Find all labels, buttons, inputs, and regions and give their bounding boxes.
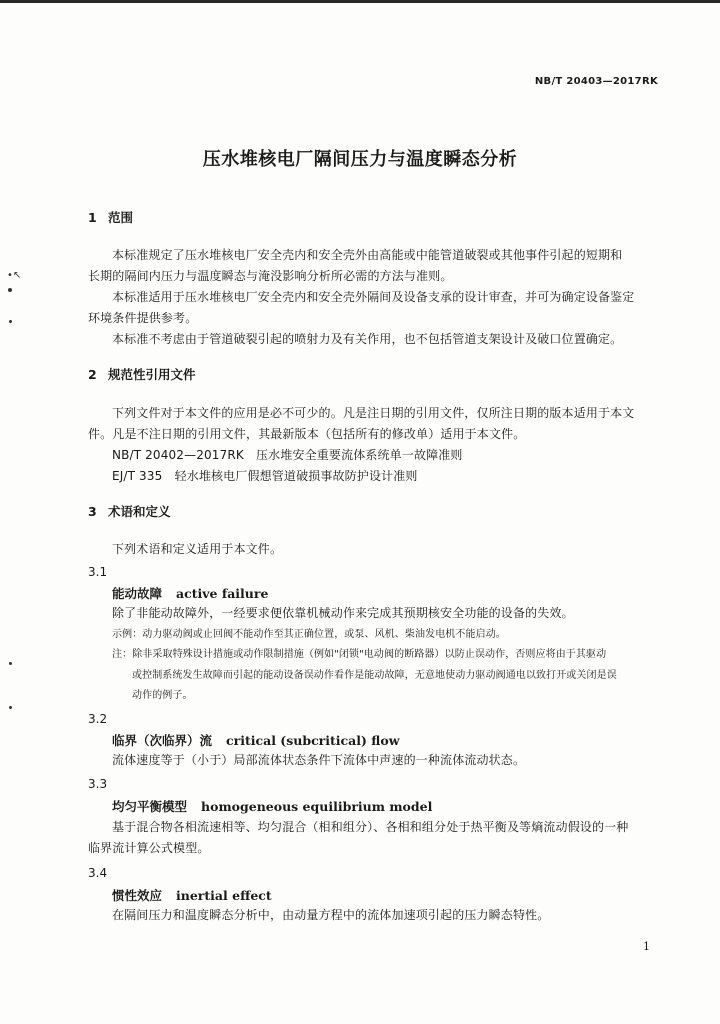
section-3-intro: 下列术语和定义适用于本文件。	[112, 542, 283, 556]
section-1-para-2-line-2: 环境条件提供参考。	[88, 311, 198, 325]
term-3-2-en: critical (subcritical) flow	[226, 733, 400, 748]
term-3-2-heading	[112, 731, 399, 749]
scan-mark-icon: •↖	[7, 270, 22, 281]
section-2-para-1-line-1: 下列文件对于本文件的应用是必不可少的。凡是注日期的引用文件，仅所注日期的版本适用于本文	[112, 406, 635, 420]
document-title: 压水堆核电厂隔间压力与温度瞬态分析	[202, 149, 518, 170]
reference-2: EJ/T 335 轻水堆核电厂假想管道破损事故防护设计准则	[112, 469, 418, 483]
section-1-heading	[88, 208, 133, 226]
section-2-number: 2	[88, 367, 97, 382]
section-1-para-1-line-2: 长期的隔间内压力与温度瞬态与淹没影响分析所必需的方法与准则。	[88, 269, 453, 283]
section-2-para-1-line-2: 件。凡是不注日期的引用文件，其最新版本（包括所有的修改单）适用于本文件。	[88, 427, 526, 441]
section-1-para-2-line-1: 本标准适用于压水堆核电厂安全壳内和安全壳外隔间及设备支承的设计审查，并可为确定设备鉴定	[112, 290, 635, 304]
term-3-1-note-line-3: 动作的例子。	[132, 690, 193, 701]
term-3-4-number: 3.4	[88, 866, 108, 880]
term-3-1-number: 3.1	[88, 565, 108, 579]
term-3-4-en: inertial effect	[176, 888, 272, 903]
section-2-heading	[88, 365, 196, 383]
standard-code-header: NB/T 20403—2017RK	[534, 76, 658, 87]
section-3-heading	[88, 502, 171, 520]
term-3-3-number: 3.3	[88, 777, 108, 791]
term-3-2-definition: 流体速度等于（小于）局部流体状态条件下流体中声速的一种流体流动状态。	[112, 753, 526, 767]
section-3-title: 术语和定义	[108, 504, 171, 519]
section-2-title: 规范性引用文件	[108, 367, 196, 382]
reference-1: NB/T 20402—2017RK 压水堆安全重要流体系统单一故障准则	[112, 448, 463, 462]
section-1-para-3: 本标准不考虑由于管道破裂引起的喷射力及有关作用，也不包括管道支架设计及破口位置确定。	[112, 332, 623, 346]
term-3-4-definition: 在隔间压力和温度瞬态分析中，由动量方程中的流体加速项引起的压力瞬态特性。	[112, 908, 550, 922]
term-3-1-heading	[112, 584, 268, 602]
term-3-2-number: 3.2	[88, 712, 108, 726]
term-3-2-cn: 临界（次临界）流	[112, 733, 213, 748]
section-1-number: 1	[88, 210, 97, 225]
term-3-3-cn: 均匀平衡模型	[112, 799, 188, 814]
scan-dot-icon	[9, 662, 12, 665]
term-3-3-definition-line-2: 临界流计算公式模型。	[88, 841, 210, 855]
section-1-title: 范围	[108, 210, 134, 225]
term-3-3-heading	[112, 797, 432, 815]
page-number: 1	[643, 940, 650, 953]
term-3-4-heading	[112, 886, 272, 904]
term-3-1-en: active failure	[176, 586, 269, 601]
term-3-1-example: 示例：动力驱动阀或止回阀不能动作至其正确位置，或泵、风机、柴油发电机不能启动。	[112, 629, 506, 640]
term-3-1-note-line-1: 注：除非采取特殊设计措施或动作限制措施（例如"闭锁"电动阀的断路器）以防止误动作，否则应将由于其驱动	[112, 649, 607, 660]
section-3-number: 3	[88, 504, 97, 519]
scan-top-border	[0, 0, 720, 3]
section-1-para-1-line-1: 本标准规定了压水堆核电厂安全壳内和安全壳外由高能或中能管道破裂或其他事件引起的短期和	[112, 248, 623, 262]
scan-dot-icon	[9, 320, 12, 323]
scan-dot-icon	[8, 288, 12, 292]
term-3-4-cn: 惯性效应	[112, 888, 163, 903]
term-3-3-en: homogeneous equilibrium model	[201, 799, 433, 814]
term-3-3-definition-line-1: 基于混合物各相流速相等、均匀混合（相和组分）、各相和组分处于热平衡及等熵流动假设的一种	[112, 820, 629, 834]
term-3-1-cn: 能动故障	[112, 586, 163, 601]
scan-dot-icon	[9, 706, 12, 709]
term-3-1-definition: 除了非能动故障外，一经要求便依靠机械动作来完成其预期核安全功能的设备的失效。	[112, 606, 574, 620]
term-3-1-note-line-2: 或控制系统发生故障而引起的能动设备误动作看作是能动故障，无意地使动力驱动阀通电以致打开或关闭是误	[132, 670, 617, 681]
